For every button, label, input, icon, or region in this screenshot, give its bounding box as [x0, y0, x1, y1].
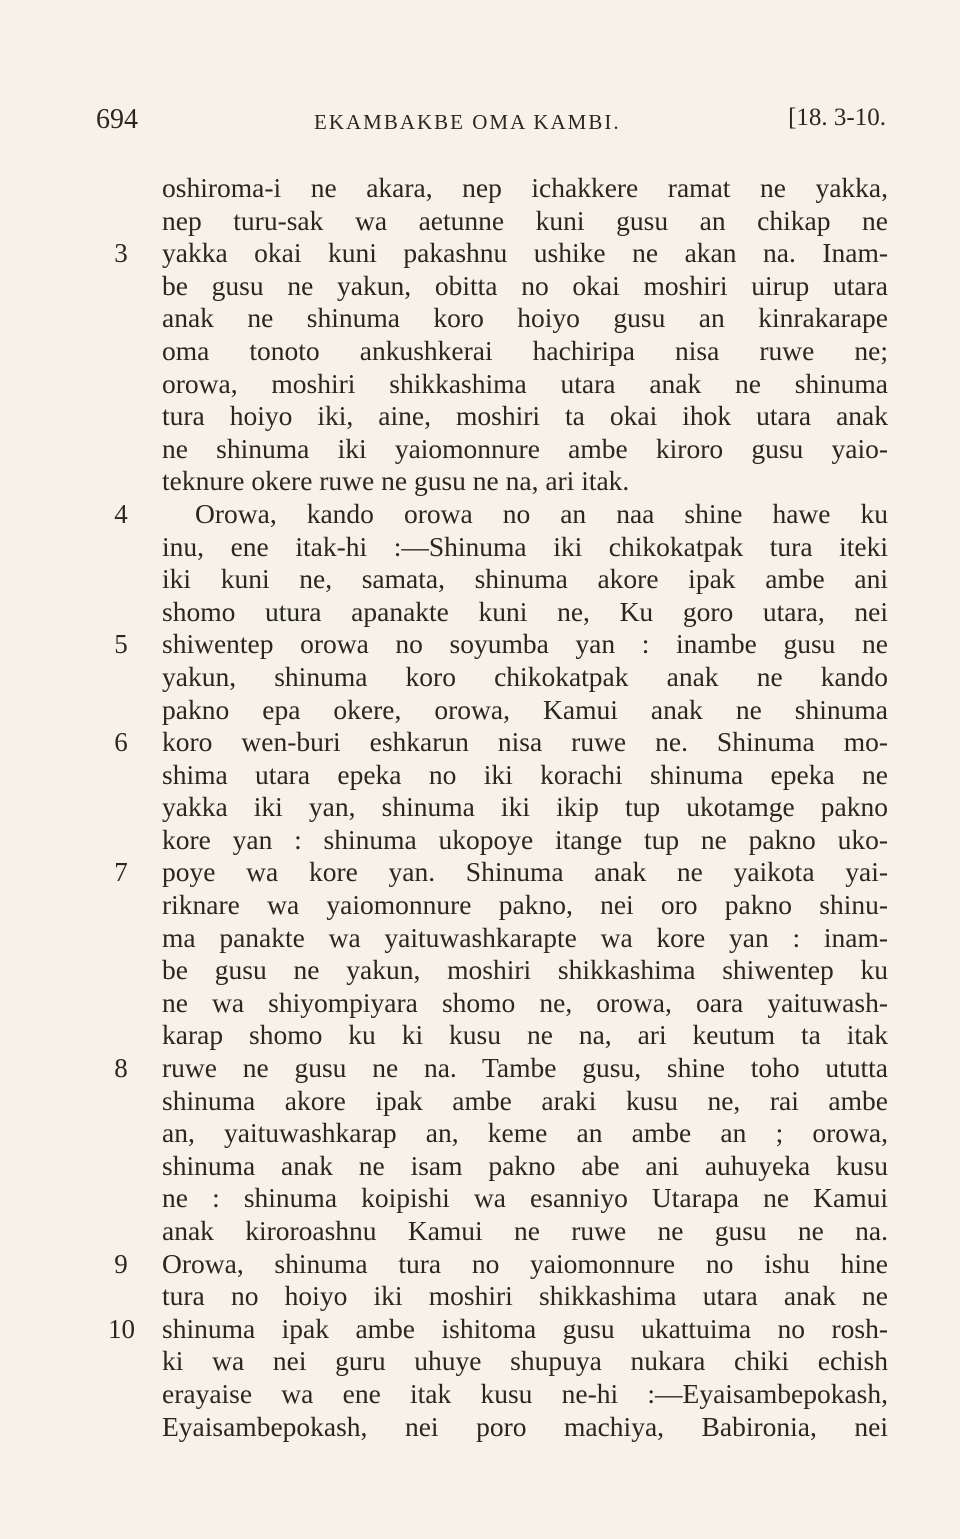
text-line	[0, 1411, 960, 1444]
text-line	[0, 791, 960, 824]
text-line	[0, 1052, 960, 1085]
running-title: EKAMBAKBE OMA KAMBI.	[314, 110, 621, 134]
text-line	[0, 596, 960, 629]
line-text: iki kuni ne, samata, shinuma akore ipak ambe ani	[162, 563, 888, 595]
text-line	[0, 694, 960, 727]
line-text: ne : shinuma koipishi wa esanniyo Utarapa ne Kamui	[162, 1182, 888, 1214]
line-text: shomo utura apanakte kuni ne, Ku goro utara, nei	[162, 595, 888, 627]
line-text: Eyaisambepokash, nei poro machiya, Babironia, nei	[162, 1410, 888, 1442]
line-text: orowa, moshiri shikkashima utara anak ne shinuma	[162, 367, 888, 399]
line-text: nep turu-sak wa aetunne kuni gusu an chikap ne	[162, 204, 888, 236]
page-number: 694	[96, 104, 138, 135]
text-line	[0, 889, 960, 922]
line-text: shinuma anak ne isam pakno abe ani auhuyeka kusu	[162, 1149, 888, 1181]
text-line	[0, 302, 960, 335]
line-text: an, yaituwashkarap an, keme an ambe an ; orowa,	[162, 1117, 888, 1149]
verse-number: 9	[114, 1248, 128, 1279]
text-line	[0, 1085, 960, 1118]
text-line	[0, 368, 960, 401]
line-text: oshiroma-i ne akara, nep ichakkere ramat ne yakka,	[162, 172, 888, 203]
text-line	[0, 954, 960, 987]
text-line	[0, 824, 960, 857]
text-line	[0, 661, 960, 694]
text-line	[0, 433, 960, 466]
line-text: pakno epa okere, orowa, Kamui anak ne shinuma	[162, 693, 888, 725]
text-line	[0, 1150, 960, 1183]
text-line	[0, 1215, 960, 1248]
text-line	[0, 1182, 960, 1215]
text-line	[0, 726, 960, 759]
line-text: koro wen-buri eshkarun nisa ruwe ne. Shinuma mo-	[162, 726, 888, 758]
verse-number: 8	[114, 1053, 128, 1084]
text-line	[0, 1378, 960, 1411]
text-line	[0, 1019, 960, 1052]
line-text: ne shinuma iki yaiomonnure ambe kiroro gusu yaio-	[162, 432, 888, 464]
line-text: shinuma ipak ambe ishitoma gusu ukattuima no rosh-	[162, 1312, 888, 1344]
line-text: karap shomo ku ki kusu ne na, ari keutum ta itak	[162, 1019, 888, 1051]
line-text: be gusu ne yakun, obitta no okai moshiri uirup utara	[162, 269, 888, 301]
text-line	[0, 270, 960, 303]
line-text: yakka iki yan, shinuma iki ikip tup ukotamge pakno	[162, 791, 888, 823]
text-line	[0, 335, 960, 368]
line-text: erayaise wa ene itak kusu ne-hi :—Eyaisambepokash,	[162, 1377, 888, 1409]
text-line	[0, 237, 960, 270]
line-text: oma tonoto ankushkerai hachiripa nisa ruwe ne;	[162, 334, 888, 366]
verse-number: 10	[108, 1313, 135, 1344]
text-line	[0, 987, 960, 1020]
line-text: ruwe ne gusu ne na. Tambe gusu, shine toho ututta	[162, 1052, 888, 1084]
text-line	[0, 1345, 960, 1378]
line-text: be gusu ne yakun, moshiri shikkashima shiwentep ku	[162, 954, 888, 986]
text-line	[0, 922, 960, 955]
verse-number: 6	[114, 727, 128, 758]
line-text: kore yan : shinuma ukopoye itange tup ne pakno uko-	[162, 823, 888, 855]
text-line	[0, 563, 960, 596]
line-text: yakka okai kuni pakashnu ushike ne akan na. Inam-	[162, 237, 888, 269]
page-header	[96, 104, 886, 144]
text-line	[0, 400, 960, 433]
text-line	[0, 172, 960, 205]
verse-number: 4	[114, 498, 128, 529]
verse-number: 5	[114, 629, 128, 660]
line-text: anak kiroroashnu Kamui ne ruwe ne gusu ne na.	[162, 1215, 888, 1246]
line-text: poye wa kore yan. Shinuma anak ne yaikota yai-	[162, 856, 888, 888]
chapter-verse-reference: [18. 3-10.	[788, 104, 886, 131]
line-text: ne wa shiyompiyara shomo ne, orowa, oara yaituwash-	[162, 986, 888, 1018]
line-text: Orowa, shinuma tura no yaiomonnure no ishu hine	[162, 1247, 888, 1279]
text-line	[0, 1117, 960, 1150]
line-text: teknure okere ruwe ne gusu ne na, ari itak.	[162, 465, 630, 497]
text-line	[0, 1248, 960, 1281]
verse-number: 3	[114, 238, 128, 269]
line-text: shima utara epeka no iki korachi shinuma epeka ne	[162, 758, 888, 790]
text-line	[0, 1313, 960, 1346]
line-text: shiwentep orowa no soyumba yan : inambe gusu ne	[162, 628, 888, 660]
text-line	[0, 856, 960, 889]
line-text: tura no hoiyo iki moshiri shikkashima utara anak ne	[162, 1280, 888, 1312]
text-line	[0, 759, 960, 792]
line-text: ki wa nei guru uhuye shupuya nukara chiki echish	[162, 1345, 888, 1377]
line-text: yakun, shinuma koro chikokatpak anak ne kando	[162, 660, 888, 692]
text-line	[0, 465, 960, 498]
text-line	[0, 498, 960, 531]
text-line	[0, 531, 960, 564]
line-text: riknare wa yaiomonnure pakno, nei oro pakno shinu-	[162, 889, 888, 921]
line-text: anak ne shinuma koro hoiyo gusu an kinrakarape	[162, 302, 888, 334]
verse-number: 7	[114, 857, 128, 888]
line-text: inu, ene itak-hi :—Shinuma iki chikokatpak tura iteki	[162, 530, 888, 562]
text-line	[0, 1280, 960, 1313]
line-text: ma panakte wa yaituwashkarapte wa kore yan : inam-	[162, 921, 888, 953]
text-line	[0, 628, 960, 661]
text-line	[0, 205, 960, 238]
line-text: tura hoiyo iki, aine, moshiri ta okai ihok utara anak	[162, 400, 888, 432]
page-body	[0, 172, 960, 1443]
line-text: Orowa, kando orowa no an naa shine hawe ku	[195, 497, 888, 529]
line-text: shinuma akore ipak ambe araki kusu ne, rai ambe	[162, 1084, 888, 1116]
